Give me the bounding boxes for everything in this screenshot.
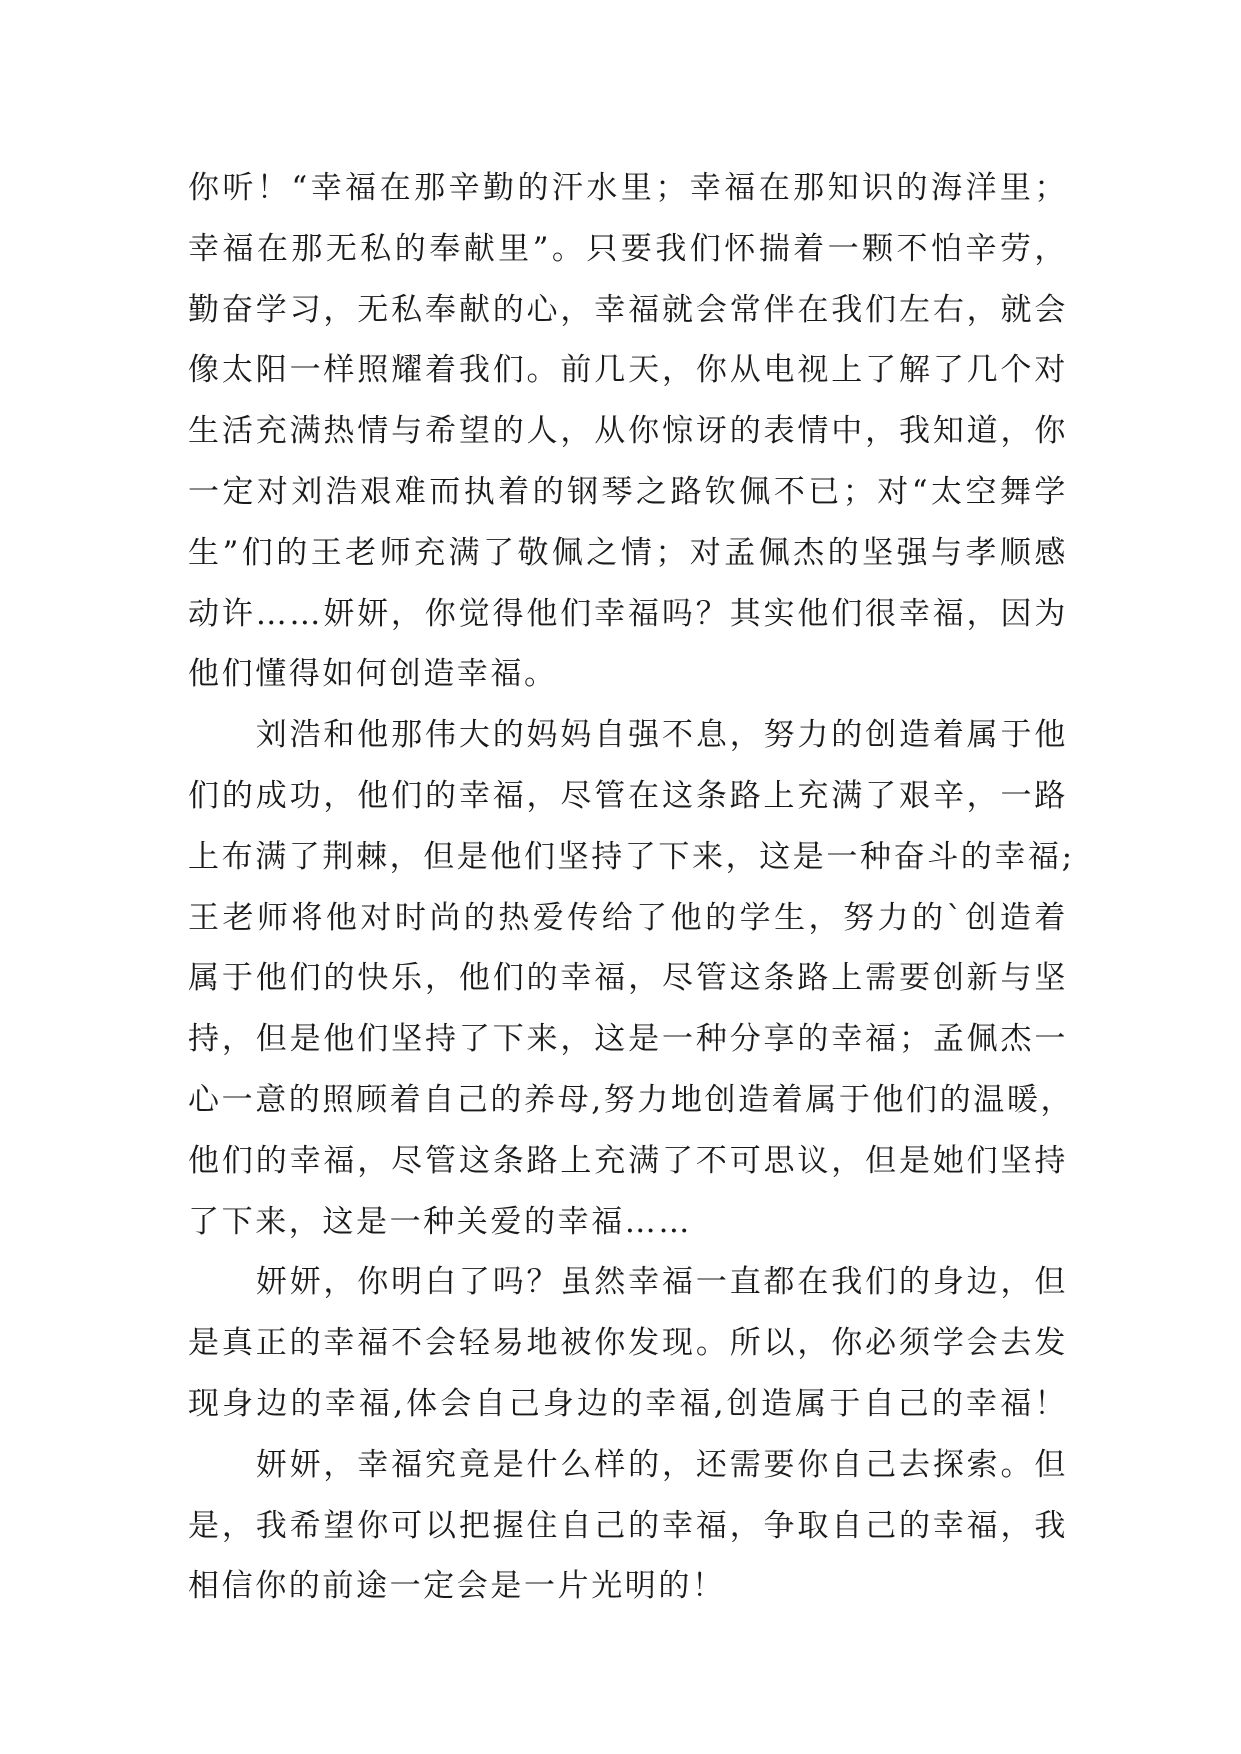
text-line: 生”们的王老师充满了敬佩之情；对孟佩杰的坚强与孝顺感 xyxy=(188,534,1068,571)
text-line: 属于他们的快乐，他们的幸福，尽管这条路上需要创新与坚 xyxy=(188,960,1068,997)
text-line: 是，我希望你可以把握住自己的幸福，争取自己的幸福，我 xyxy=(188,1507,1068,1544)
text-line: 他们懂得如何创造幸福。 xyxy=(188,656,558,693)
text-line: 妍妍，幸福究竟是什么样的，还需要你自己去探索。但 xyxy=(188,1446,1068,1483)
text-line: 心一意的照顾着自己的养母,努力地创造着属于他们的温暖， xyxy=(188,1081,1075,1118)
text-line: 一定对刘浩艰难而执着的钢琴之路钦佩不已；对“太空舞学 xyxy=(188,473,1068,510)
text-line: 刘浩和他那伟大的妈妈自强不息，努力的创造着属于他 xyxy=(188,717,1068,754)
text-line: 勤奋学习，无私奉献的心，幸福就会常伴在我们左右，就会 xyxy=(188,291,1068,328)
text-line: 你听！“幸福在那辛勤的汗水里；幸福在那知识的海洋里； xyxy=(188,170,1068,206)
body-text xyxy=(188,158,1075,1617)
text-line: 现身边的幸福,体会自己身边的幸福,创造属于自己的幸福！ xyxy=(188,1385,1068,1422)
text-line: 持，但是他们坚持了下来，这是一种分享的幸福；孟佩杰一 xyxy=(188,1021,1068,1058)
text-line: 上布满了荆棘，但是他们坚持了下来，这是一种奋斗的幸福; xyxy=(188,838,1075,875)
text-line: 们的成功，他们的幸福，尽管在这条路上充满了艰辛，一路 xyxy=(188,777,1068,814)
text-line: 王老师将他对时尚的热爱传给了他的学生，努力的`创造着 xyxy=(188,899,1068,936)
text-line: 相信你的前途一定会是一片光明的！ xyxy=(188,1568,726,1605)
text-line: 生活充满热情与希望的人，从你惊讶的表情中，我知道，你 xyxy=(188,413,1068,450)
text-line: 了下来，这是一种关爱的幸福…… xyxy=(188,1203,692,1240)
text-line: 他们的幸福，尽管这条路上充满了不可思议，但是她们坚持 xyxy=(188,1142,1068,1179)
text-line: 妍妍，你明白了吗？虽然幸福一直都在我们的身边，但 xyxy=(188,1264,1068,1301)
text-line: 像太阳一样照耀着我们。前几天，你从电视上了解了几个对 xyxy=(188,352,1068,389)
text-line: 动许……妍妍，你觉得他们幸福吗？其实他们很幸福，因为 xyxy=(188,595,1068,632)
text-line: 是真正的幸福不会轻易地被你发现。所以，你必须学会去发 xyxy=(188,1325,1068,1362)
text-line: 幸福在那无私的奉献里”。只要我们怀揣着一颗不怕辛劳， xyxy=(188,230,1068,267)
